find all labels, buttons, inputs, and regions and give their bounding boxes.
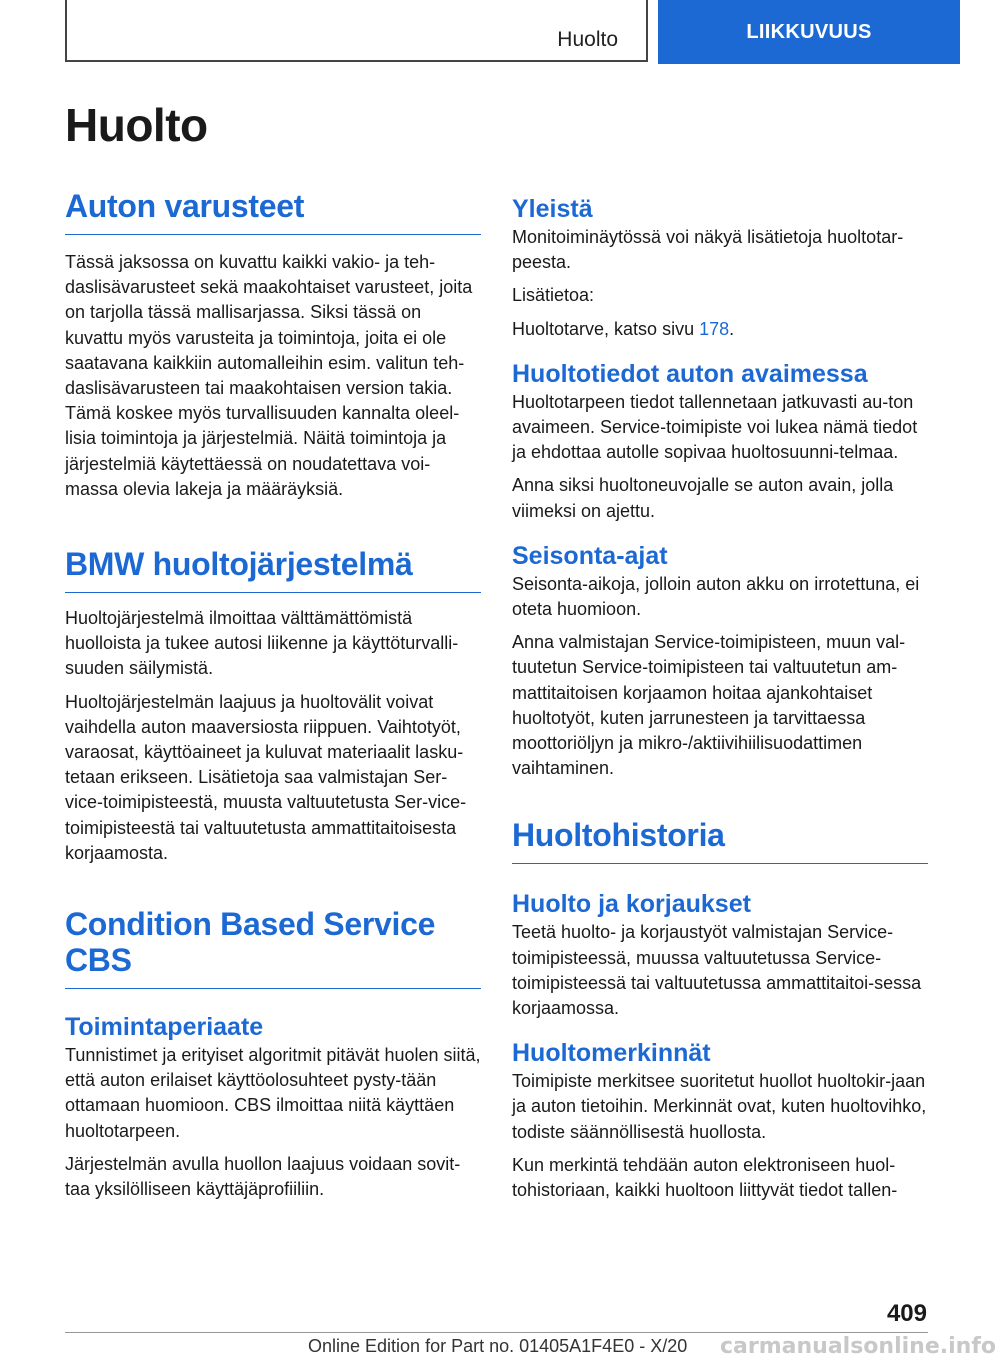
- heading-huoltohistoria: Huoltohistoria: [512, 817, 928, 864]
- heading-yleista: Yleistä: [512, 195, 593, 223]
- paragraph-principle-1: Tunnistimet ja erityiset algoritmit pitävät huolen siitä, että auton erilaiset käyttöolosuhteet pysty-tään ottamaan huomioon. CBS ilmoittaa niitä käyttäen huoltotarpeen.: [65, 1045, 481, 1141]
- page-title: Huolto: [65, 99, 208, 151]
- paragraph-entries-2: Kun merkintä tehdään auton elektroniseen huol-tohistoriaan, kaikki huoltoon liittyvät tiedot tallen-: [512, 1154, 898, 1201]
- watermark: carmanualsonline.info: [720, 1334, 996, 1359]
- left-column: [65, 188, 481, 1202]
- footer-divider: [65, 1332, 928, 1333]
- general-3-text: Huoltotarve, katso sivu: [512, 318, 700, 339]
- paragraph-standstill-2: Anna valmistajan Service-toimipisteen, muun val-tuutetun Service-toimipisteen tai valtuutetun am-mattitaitoisen korjaamon hoitaa ajankohtaiset huoltotyöt, kuten jarrunesteen ja tarvittaessa moottoriöljyn ja mikro-/aktiivihiilisuodattimen vaihtaminen.: [512, 632, 906, 779]
- right-column: [512, 193, 928, 1203]
- page-header: [0, 0, 960, 64]
- paragraph-bmw-1: Huoltojärjestelmä ilmoittaa välttämättömistä huolloista ja tukee autosi liikenne ja käyttöturvalli-suuden säilymistä.: [65, 608, 459, 679]
- heading-cbs: Condition Based Service CBS: [65, 906, 481, 989]
- header-chapter-tab[interactable]: LIIKKUVUUS: [658, 0, 960, 64]
- paragraph-repairs: Teetä huolto- ja korjaustyöt valmistajan Service-toimipisteessä, muussa valtuutetussa Service-toimipisteessä tai valtuutetussa ammattitaitoi-sessa korjaamossa.: [512, 922, 922, 1019]
- paragraph-general-2: Lisätietoa:: [512, 285, 595, 306]
- paragraph-general-3: [512, 317, 928, 342]
- heading-seisonta-ajat: Seisonta-ajat: [512, 541, 668, 570]
- heading-huolto-ja-korjaukset: Huolto ja korjaukset: [512, 890, 751, 919]
- footer-edition-text: Online Edition for Part no. 01405A1F4E0 - X/20: [308, 1336, 688, 1356]
- paragraph-standstill-1: Seisonta-aikoja, jolloin auton akku on irrotettuna, ei oteta huomioon.: [512, 573, 920, 620]
- paragraph-key-1: Huoltotarpeen tiedot tallennetaan jatkuvasti au-ton avaimeen. Service-toimipiste voi lukea nämä tiedot ja ehdottaa autolle sopivaa huoltosuunni-telmaa.: [512, 391, 918, 463]
- heading-auton-varusteet: Auton varusteet: [65, 188, 481, 235]
- heading-toimintaperiaate: Toimintaperiaate: [65, 1013, 264, 1042]
- general-3-end: .: [729, 318, 735, 339]
- paragraph-principle-2: Järjestelmän avulla huollon laajuus voidaan sovit-taa yksilölliseen käyttäjäprofiiliin.: [65, 1153, 461, 1200]
- heading-huoltotiedot-avaimessa: Huoltotiedot auton avaimessa: [512, 359, 868, 388]
- paragraph-key-2: Anna siksi huoltoneuvojalle se auton avain, jolla viimeksi on ajettu.: [512, 475, 894, 521]
- heading-huoltomerkinnat: Huoltomerkinnät: [512, 1039, 711, 1068]
- page-link-178[interactable]: 178: [699, 318, 730, 339]
- paragraph-bmw-2: Huoltojärjestelmän laajuus ja huoltovälit voivat vaihdella auton maaversiosta riippuen. Vaihtotyöt, varaosat, käyttöaineet ja kuluvat materiaalit lasku-tetaan erikseen. Lisätietoja saa valmistajan Ser-vice-toimipisteestä, muusta valtuutetusta Ser-vice-toimipisteestä tai valtuutetusta ammattitaitoisesta korjaamosta.: [65, 691, 467, 863]
- page-number: 409: [886, 1300, 927, 1327]
- heading-bmw-huoltojarjestelma: BMW huoltojärjestelmä: [65, 546, 481, 593]
- paragraph-equipment: Tässä jaksossa on kuvattu kaikki vakio- ja teh-daslisävarusteet sekä maakohtaiset varusteet, joita on tarjolla tässä mallisarjassa. Siksi tässä on kuvattu myös varusteita ja toimintoja, joita ei ole saatavana kaikkiin automalleihin esim. valitun teh-daslisävarusteen tai maakohtaisen version takia. Tämä koskee myös turvallisuuden kannalta oleel-lisia toimintoja ja järjestelmiä. Näitä toimintoja ja järjestelmiä käytettäessä on noudatettava voi-massa olevia lakeja ja määräyksiä.: [65, 252, 473, 499]
- header-section-title: Huolto: [557, 28, 618, 51]
- paragraph-general-1: Monitoiminäytössä voi näkyä lisätietoja huoltotar-peesta.: [512, 227, 904, 273]
- paragraph-entries-1: Toimipiste merkitsee suoritetut huollot huoltokir-jaan ja auton tietoihin. Merkinnät ovat, kuten huoltovihko, todiste säännöllisestä huollosta.: [512, 1071, 927, 1142]
